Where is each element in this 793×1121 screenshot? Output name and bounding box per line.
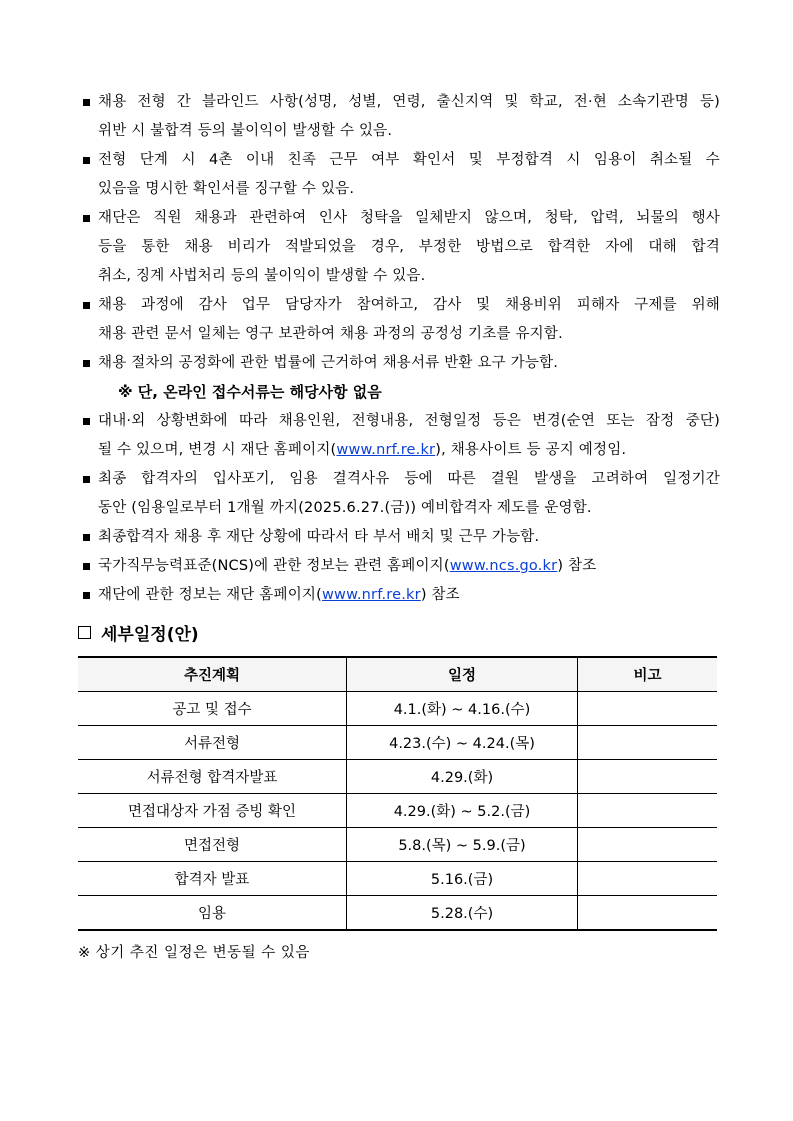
schedule-table bbox=[78, 656, 717, 931]
header-remarks: 비고 bbox=[578, 657, 718, 692]
ncs-homepage-link[interactable]: www.ncs.go.kr bbox=[449, 558, 558, 574]
table-row: 서류전형 4.23.(수) ~ 4.24.(목) bbox=[78, 726, 717, 760]
header-plan: 추진계획 bbox=[78, 657, 347, 692]
table-row: 면접대상자 가점 증빙 확인 4.29.(화) ~ 5.2.(금) bbox=[78, 794, 717, 828]
nrf-homepage-link[interactable]: www.nrf.re.kr bbox=[322, 587, 421, 603]
list-item: 재단은 직원 채용과 관련하여 인사 청탁을 일체받지 않으며, 청탁, 압력, 뇌물의 행사 등을 통한 채용 비리가 적발되었을 경우, 부정한 방법으로 합격한 자에 대해 합격 취소, 징계 사법처리 등의 불이익이 발생할 수 있음. bbox=[80, 204, 720, 291]
notice-list bbox=[80, 88, 720, 610]
table-row: 임용 5.28.(수) bbox=[78, 896, 717, 931]
list-item: 최종 합격자의 입사포기, 임용 결격사유 등에 따른 결원 발생을 고려하여 일정기간 동안 (임용일로부터 1개월 까지(2025.6.27.(금)) 예비합격자 제도를 운영함. bbox=[80, 465, 720, 523]
table-header-row bbox=[78, 657, 717, 692]
checkbox-square-icon bbox=[78, 626, 91, 639]
list-item: 최종합격자 채용 후 재단 상황에 따라서 타 부서 배치 및 근무 가능함. bbox=[80, 523, 720, 552]
header-schedule: 일정 bbox=[347, 657, 578, 692]
table-row: 합격자 발표 5.16.(금) bbox=[78, 862, 717, 896]
list-item: 채용 과정에 감사 업무 담당자가 참여하고, 감사 및 채용비위 피해자 구제를 위해 채용 관련 문서 일체는 영구 보관하여 채용 과정의 공정성 기초를 유지함. bbox=[80, 291, 720, 349]
section-title: 세부일정(안) bbox=[78, 620, 199, 645]
list-item: 국가직무능력표준(NCS)에 관한 정보는 관련 홈페이지(www.ncs.go.kr) 참조 bbox=[80, 552, 720, 581]
table-row: 면접전형 5.8.(목) ~ 5.9.(금) bbox=[78, 828, 717, 862]
schedule-footnote: ※ 상기 추진 일정은 변동될 수 있음 bbox=[78, 945, 310, 961]
list-item: 채용 절차의 공정화에 관한 법률에 근거하여 채용서류 반환 요구 가능함. bbox=[80, 349, 720, 378]
list-item: 전형 단계 시 4촌 이내 친족 근무 여부 확인서 및 부정합격 시 임용이 취소될 수 있음을 명시한 확인서를 징구할 수 있음. bbox=[80, 146, 720, 204]
table-row: 공고 및 접수 4.1.(화) ~ 4.16.(수) bbox=[78, 692, 717, 726]
online-docs-note: ※ 단, 온라인 접수서류는 해당사항 없음 bbox=[118, 383, 382, 401]
table-row: 서류전형 합격자발표 4.29.(화) bbox=[78, 760, 717, 794]
nrf-homepage-link[interactable]: www.nrf.re.kr bbox=[336, 442, 436, 458]
list-item: 재단에 관한 정보는 재단 홈페이지(www.nrf.re.kr) 참조 bbox=[80, 581, 720, 610]
list-item: 대내·외 상황변화에 따라 채용인원, 전형내용, 전형일정 등은 변경(순연 또는 잠정 중단) 될 수 있으며, 변경 시 재단 홈페이지(www.nrf.re.kr), 채용사이트 등 공지 예정임. bbox=[80, 407, 720, 465]
list-item: 채용 전형 간 블라인드 사항(성명, 성별, 연령, 출신지역 및 학교, 전·현 소속기관명 등) 위반 시 불합격 등의 불이익이 발생할 수 있음. bbox=[80, 88, 720, 146]
